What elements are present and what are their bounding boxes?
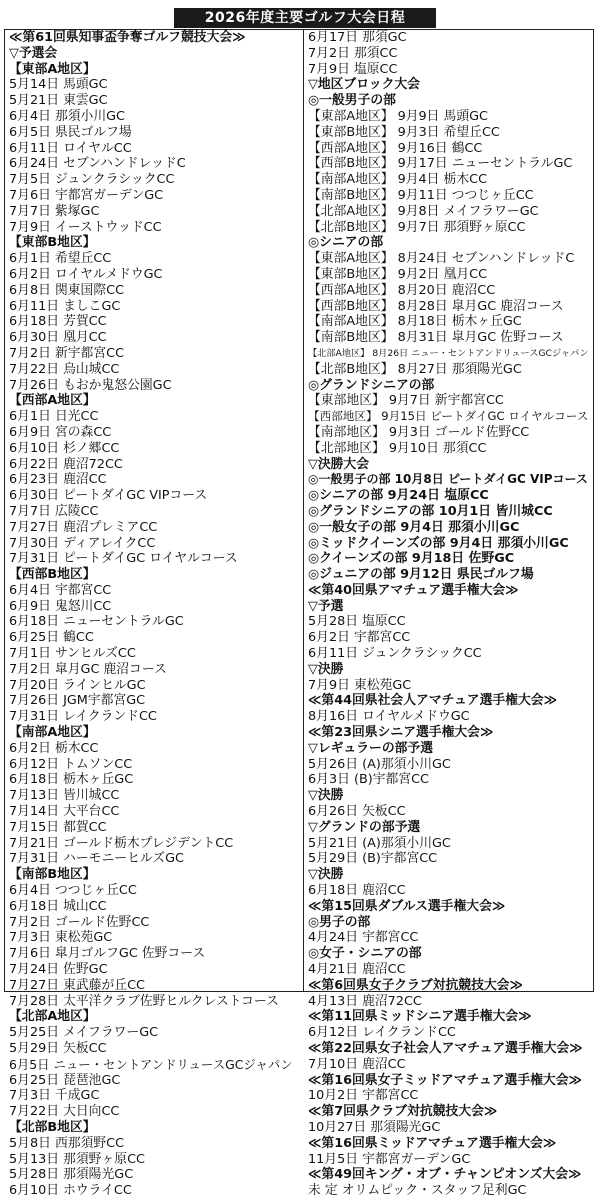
- section-heading: ◎男子の部: [308, 914, 371, 930]
- schedule-entry: 6月18日 鹿沼CC: [308, 883, 406, 899]
- section-heading: ≪第16回県女子ミッドアマチュア選手権大会≫: [308, 1072, 582, 1088]
- section-heading: ≪第16回県ミッドアマチュア選手権大会≫: [308, 1135, 557, 1151]
- schedule-entry: 7月14日 大平台CC: [9, 804, 120, 820]
- schedule-entry: 6月1日 日光CC: [9, 409, 99, 425]
- schedule-entry: 6月2日 宇都宮CC: [308, 630, 411, 646]
- schedule-entry: 7月31日 レイクランドCC: [9, 709, 157, 725]
- schedule-entry: 5月28日 那須陽光GC: [9, 1167, 134, 1183]
- schedule-entry: 7月1日 サンヒルズCC: [9, 646, 136, 662]
- schedule-entry: 7月3日 東松苑GC: [9, 930, 113, 946]
- schedule-entry: 6月9日 宮の森CC: [9, 424, 112, 440]
- section-heading: ≪第15回県ダブルス選手権大会≫: [308, 898, 506, 914]
- schedule-entry: 【南部A地区】 9月4日 栃木CC: [308, 172, 488, 188]
- schedule-entry: 6月18日 芳賀CC: [9, 314, 107, 330]
- schedule-entry: 7月28日 太平洋クラブ佐野ヒルクレストコース: [9, 993, 279, 1009]
- section-heading: ≪第11回県ミッドシニア選手権大会≫: [308, 1009, 532, 1025]
- schedule-entry: 6月10日 杉ノ郷CC: [9, 440, 120, 456]
- schedule-entry: 6月12日 トムソンCC: [9, 756, 133, 772]
- section-heading: ≪第44回県社会人アマチュア選手権大会≫: [308, 693, 557, 709]
- schedule-entry: 7月2日 新宇都宮CC: [9, 345, 125, 361]
- section-heading: 【北部A地区】: [9, 1009, 96, 1025]
- schedule-entry: 7月26日 JGM宇都宮GC: [9, 693, 146, 709]
- schedule-entry: 6月12日 レイクランドCC: [308, 1025, 456, 1041]
- schedule-entry: 10月2日 宇都宮CC: [308, 1088, 419, 1104]
- schedule-entry: 【西部地区】 9月15日 ピートダイGC ロイヤルコース: [308, 409, 589, 424]
- schedule-entry: 【南部B地区】 8月31日 皐月GC 佐野コース: [308, 330, 564, 346]
- schedule-entry: 【東部地区】 9月7日 新宇都宮CC: [308, 393, 504, 409]
- schedule-entry: 6月4日 つつじヶ丘CC: [9, 883, 137, 899]
- schedule-entry: 7月13日 皆川城CC: [9, 788, 120, 804]
- schedule-entry: 8月16日 ロイヤルメドウGC: [308, 709, 470, 725]
- left-column: [9, 30, 297, 1199]
- section-heading: ◎一般男子の部 10月8日 ピートダイGC VIPコース: [308, 472, 588, 487]
- section-heading: 【東部B地区】: [9, 235, 96, 251]
- schedule-entry: 【西部B地区】 8月28日 皐月GC 鹿沼コース: [308, 298, 564, 314]
- schedule-entry: 4月21日 鹿沼CC: [308, 962, 406, 978]
- section-heading: ▽決勝: [308, 661, 344, 677]
- schedule-entry: 7月21日 ゴールド栃木プレジデントCC: [9, 835, 234, 851]
- schedule-entry: 6月22日 鹿沼72CC: [9, 456, 123, 472]
- schedule-entry: 6月2日 ロイヤルメドウGC: [9, 266, 163, 282]
- schedule-entry: 7月5日 ジュンクラシックCC: [9, 172, 175, 188]
- schedule-entry: 7月20日 ラインヒルGC: [9, 677, 146, 693]
- section-heading: ◎一般男子の部: [308, 93, 396, 109]
- section-heading: 【南部B地区】: [9, 867, 96, 883]
- schedule-entry: 6月3日 (B)宇都宮CC: [308, 772, 429, 788]
- schedule-entry: 7月2日 ゴールド佐野CC: [9, 914, 150, 930]
- schedule-entry: 7月24日 佐野GC: [9, 962, 108, 978]
- section-heading: ▽グランドの部予選: [308, 819, 421, 835]
- schedule-entry: 【東部B地区】 9月3日 希望丘CC: [308, 124, 500, 140]
- schedule-entry: 5月8日 西那須野CC: [9, 1135, 125, 1151]
- schedule-entry: 6月18日 城山CC: [9, 898, 107, 914]
- schedule-entry: 5月21日 東雲GC: [9, 93, 108, 109]
- schedule-entry: 【南部A地区】 8月18日 栃木ヶ丘GC: [308, 314, 522, 330]
- schedule-entry: 【北部B地区】 8月27日 那須陽光GC: [308, 361, 522, 377]
- section-heading: ▽予選会: [9, 45, 58, 61]
- section-heading: ▽決勝: [308, 867, 344, 883]
- schedule-entry: 【北部地区】 9月10日 那須CC: [308, 440, 487, 456]
- schedule-entry: 7月15日 都賀CC: [9, 819, 107, 835]
- schedule-entry: 4月24日 宇都宮CC: [308, 930, 419, 946]
- section-heading: ◎一般女子の部 9月4日 那須小川GC: [308, 519, 520, 535]
- schedule-entry: 5月26日 (A)那須小川GC: [308, 756, 451, 772]
- section-heading: ≪第61回県知事盃争奪ゴルフ競技大会≫: [9, 30, 246, 45]
- schedule-entry: 【東部A地区】 8月24日 セブンハンドレッドC: [308, 251, 575, 267]
- schedule-entry: 6月11日 ジュンクラシックCC: [308, 646, 482, 662]
- schedule-entry: 7月7日 紫塚GC: [9, 203, 100, 219]
- section-heading: 【東部A地区】: [9, 61, 96, 77]
- schedule-entry: 7月2日 那須CC: [308, 45, 398, 61]
- schedule-entry: 7月3日 千成GC: [9, 1088, 100, 1104]
- section-heading: ▽レギュラーの部予選: [308, 740, 434, 756]
- section-heading: 【南部A地区】: [9, 725, 96, 741]
- schedule-entry: 【東部A地区】 9月9日 馬頭GC: [308, 108, 488, 124]
- schedule-entry: 【西部A地区】 9月16日 鶴CC: [308, 140, 483, 156]
- section-heading: ≪第49回キング・オブ・チャンピオンズ大会≫: [308, 1167, 582, 1183]
- schedule-frame: [4, 29, 594, 1199]
- schedule-entry: 5月29日 矢板CC: [9, 1041, 107, 1056]
- schedule-entry: 6月10日 ホウライCC: [9, 1183, 132, 1199]
- schedule-entry: 7月27日 鹿沼プレミアCC: [9, 519, 158, 535]
- section-heading: 【西部A地区】: [9, 393, 96, 409]
- section-heading: ▽決勝: [308, 788, 344, 804]
- schedule-entry: 【北部A地区】 9月8日 メイフラワーGC: [308, 203, 539, 219]
- section-heading: ◎グランドシニアの部: [308, 377, 435, 393]
- schedule-entry: 6月25日 鶴CC: [9, 630, 94, 646]
- section-heading: 【北部B地区】: [9, 1119, 96, 1135]
- schedule-entry: 6月26日 矢板CC: [308, 804, 406, 820]
- schedule-entry: 【西部B地区】 9月17日 ニューセントラルGC: [308, 156, 573, 172]
- schedule-entry: 7月2日 皐月GC 鹿沼コース: [9, 661, 167, 677]
- schedule-entry: 7月7日 広陵CC: [9, 503, 99, 519]
- schedule-entry: 5月14日 馬頭GC: [9, 77, 108, 93]
- section-heading: ◎シニアの部: [308, 235, 384, 251]
- column-divider: [303, 30, 304, 991]
- schedule-entry: 6月30日 凰月CC: [9, 330, 107, 346]
- section-heading: ◎グランドシニアの部 10月1日 皆川城CC: [308, 503, 553, 519]
- schedule-entry: 6月5日 県民ゴルフ場: [9, 124, 132, 140]
- section-heading: ≪第7回県クラブ対抗競技大会≫: [308, 1104, 498, 1120]
- schedule-entry: 5月28日 塩原CC: [308, 614, 406, 630]
- section-heading: ≪第22回県女子社会人アマチュア選手権大会≫: [308, 1041, 583, 1056]
- section-heading: ≪第40回県アマチュア選手権大会≫: [308, 582, 519, 598]
- section-heading: ▽決勝大会: [308, 456, 370, 472]
- schedule-entry: 7月22日 烏山城CC: [9, 361, 120, 377]
- schedule-entry: 7月10日 鹿沼CC: [308, 1056, 406, 1072]
- section-heading: ▽予選: [308, 598, 344, 614]
- schedule-entry: 7月9日 イーストウッドCC: [9, 219, 162, 235]
- section-heading: ◎女子・シニアの部: [308, 946, 422, 962]
- schedule-entry: 6月18日 ニューセントラルGC: [9, 614, 184, 630]
- schedule-entry: 7月31日 ピートダイGC ロイヤルコース: [9, 551, 238, 567]
- schedule-entry: 7月26日 もおか鬼怒公園GC: [9, 377, 172, 393]
- schedule-entry: 7月27日 東武藤が丘CC: [9, 977, 145, 993]
- schedule-entry: 6月2日 栃木CC: [9, 740, 99, 756]
- section-heading: ◎ミッドクイーンズの部 9月4日 那須小川GC: [308, 535, 569, 551]
- schedule-entry: 6月17日 那須GC: [308, 30, 407, 45]
- schedule-entry: 6月25日 琵琶池GC: [9, 1072, 121, 1088]
- schedule-entry: 6月4日 宇都宮CC: [9, 582, 112, 598]
- schedule-entry: 6月11日 ましこGC: [9, 298, 121, 314]
- section-heading: ◎シニアの部 9月24日 塩原CC: [308, 488, 489, 504]
- schedule-entry: 5月25日 メイフラワーGC: [9, 1025, 159, 1041]
- page-title: 2026年度主要ゴルフ大会日程: [174, 8, 436, 28]
- schedule-entry: 【北部A地区】 8月26日 ニュー・セントアンドリュースGCジャパン: [308, 347, 589, 359]
- schedule-entry: 6月5日 ニュー・セントアンドリュースGCジャパン: [9, 1056, 293, 1072]
- schedule-entry: 6月30日 ピートダイGC VIPコース: [9, 488, 208, 504]
- schedule-entry: 【南部地区】 9月3日 ゴールド佐野CC: [308, 424, 530, 440]
- schedule-entry: 7月22日 大日向CC: [9, 1104, 120, 1120]
- section-heading: 【西部B地区】: [9, 567, 96, 583]
- section-heading: ▽地区ブロック大会: [308, 77, 420, 93]
- schedule-entry: 5月29日 (B)宇都宮CC: [308, 851, 438, 867]
- schedule-entry: 6月23日 鹿沼CC: [9, 472, 107, 488]
- schedule-entry: 6月9日 鬼怒川CC: [9, 598, 112, 614]
- schedule-entry: 6月8日 関東国際CC: [9, 282, 125, 298]
- schedule-entry: 6月11日 ロイヤルCC: [9, 140, 132, 156]
- section-heading: ◎クイーンズの部 9月18日 佐野GC: [308, 551, 515, 567]
- schedule-entry: 【西部A地区】 8月20日 鹿沼CC: [308, 282, 496, 298]
- schedule-entry: 5月13日 那須野ヶ原CC: [9, 1151, 145, 1167]
- schedule-entry: 7月9日 塩原CC: [308, 61, 398, 77]
- schedule-entry: 7月9日 東松苑GC: [308, 677, 412, 693]
- schedule-entry: 7月6日 宇都宮ガーデンGC: [9, 187, 164, 203]
- right-column: [308, 30, 592, 1199]
- schedule-entry: 【南部B地区】 9月11日 つつじヶ丘CC: [308, 187, 534, 203]
- schedule-entry: 6月4日 那須小川GC: [9, 108, 125, 124]
- schedule-entry: 7月6日 皐月ゴルフGC 佐野コース: [9, 946, 206, 962]
- schedule-entry: 6月24日 セブンハンドレッドC: [9, 156, 186, 172]
- section-heading: ≪第23回県シニア選手権大会≫: [308, 725, 494, 741]
- schedule-entry: 5月21日 (A)那須小川GC: [308, 835, 451, 851]
- schedule-entry: 6月1日 希望丘CC: [9, 251, 112, 267]
- schedule-page: [4, 8, 596, 1199]
- schedule-entry: 10月27日 那須陽光GC: [308, 1119, 441, 1135]
- schedule-entry: 未 定 オリムピック・スタッフ足利GC: [308, 1183, 527, 1199]
- schedule-entry: 4月13日 鹿沼72CC: [308, 993, 422, 1009]
- section-heading: ≪第6回県女子クラブ対抗競技大会≫: [308, 977, 523, 993]
- schedule-entry: 【北部B地区】 9月7日 那須野ヶ原CC: [308, 219, 526, 235]
- schedule-entry: 11月5日 宇都宮ガーデンGC: [308, 1151, 471, 1167]
- schedule-entry: 7月30日 ディアレイクCC: [9, 535, 156, 551]
- schedule-entry: 6月18日 栃木ヶ丘GC: [9, 772, 134, 788]
- schedule-entry: 7月31日 ハーモニーヒルズGC: [9, 851, 184, 867]
- section-heading: ◎ジュニアの部 9月12日 県民ゴルフ場: [308, 567, 534, 583]
- schedule-entry: 【東部B地区】 9月2日 凰月CC: [308, 266, 488, 282]
